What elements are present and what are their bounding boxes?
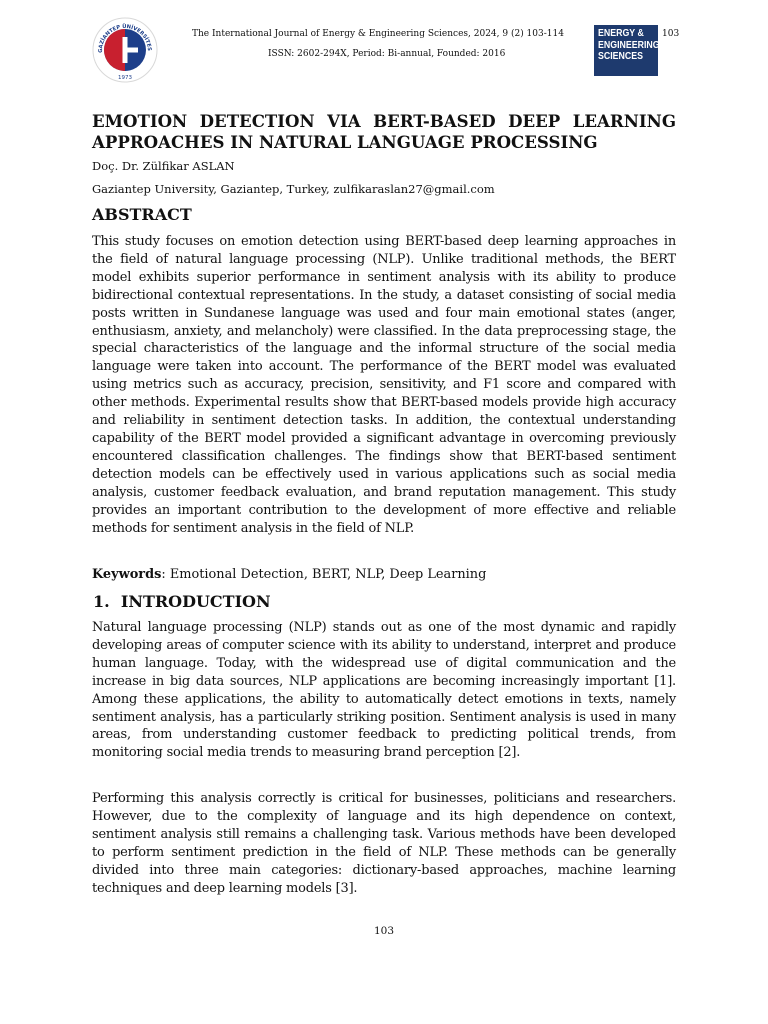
journal-brand-logo [594,25,658,76]
university-logo [90,17,160,83]
intro-paragraph-1: Natural language processing (NLP) stands out as one of the most dynamic and rapidly developing areas of computer science with its ability to understand, interpret and produce human language. Today, with the widespread use of digital communication and the increase in big data sources, NLP applications are becoming increasingly important [1]. Among these applications, the ability to automatically detect emotions in texts, namely sentiment analysis, has a particularly striking position. Sentiment analysis is used in many areas, from understanding customer feedback to predicting political trends, from monitoring social media trends to measuring brand perception [2]. [92,620,676,761]
abstract-text: This study focuses on emotion detection using BERT-based deep learning approaches in the field of natural language processing (NLP). Unlike traditional methods, the BERT model exhibits superior performance in sentiment analysis with its ability to produce bidirectional contextual representations. In the study, a dataset consisting of social media posts written in Sundanese language was used and four main emotional states (anger, enthusiasm, anxiety, and melancholy) were classified. In the data preprocessing stage, the special characteristics of the language and the informal structure of the social media language were taken into account. The performance of the BERT model was evaluated using metrics such as accuracy, precision, sensitivity, and F1 score and compared with other methods. Experimental results show that BERT-based models provide high accuracy and reliability in sentiment detection tasks. In addition, the contextual understanding capability of the BERT model provided a significant advantage in overcoming previously encountered classification challenges. The findings show that BERT-based sentiment detection models can be effectively used in various applications such as social media analysis, customer feedback evaluation, and brand reputation management. This study provides an important contribution to the development of more effective and reliable methods for sentiment analysis in the field of NLP. [92,234,676,536]
introduction-heading: 1. INTRODUCTION [93,592,271,611]
abstract-heading: ABSTRACT [92,205,192,224]
logo-ring-text: GAZİANTEP ÜNİVERSİTES [97,23,153,53]
keywords-list: Emotional Detection, BERT, NLP, Deep Learning [169,567,487,582]
header-page-number: 103 [662,29,680,39]
journal-issn: ISSN: 2602-294X, Period: Bi-annual, Founded: 2016 [268,49,506,59]
keywords-separator: : [161,567,170,582]
keywords-line [92,566,486,583]
keywords-label: Keywords [92,567,162,582]
title-line-2: APPROACHES IN NATURAL LANGUAGE PROCESSING [92,132,598,152]
author-name: Doç. Dr. Zülfikar ASLAN [92,159,235,173]
logo-year: 1973 [118,75,132,81]
footer-page-number: 103 [373,925,395,937]
author-affiliation: Gaziantep University, Gaziantep, Turkey, zulfikaraslan27@gmail.com [92,182,495,196]
brand-line-2: ENGINEERING [598,39,660,51]
brand-line-3: SCIENCES [598,51,643,62]
intro-paragraph-2: Performing this analysis correctly is critical for businesses, politicians and researchers. However, due to the complexity of language and its high dependence on context, sentiment analysis still remains a challenging task. Various methods have been developed to perform sentiment prediction in the field of NLP. These methods can be generally divided into three main categories: dictionary-based approaches, machine learning techniques and deep learning models [3]. [92,791,676,896]
brand-line-1: ENERGY & [598,28,644,39]
title-line-1: EMOTION DETECTION VIA BERT-BASED DEEP LEARNING [92,111,676,131]
paper-title [92,111,676,153]
journal-citation: The International Journal of Energy & Engineering Sciences, 2024, 9 (2) 103-114 [192,29,564,39]
